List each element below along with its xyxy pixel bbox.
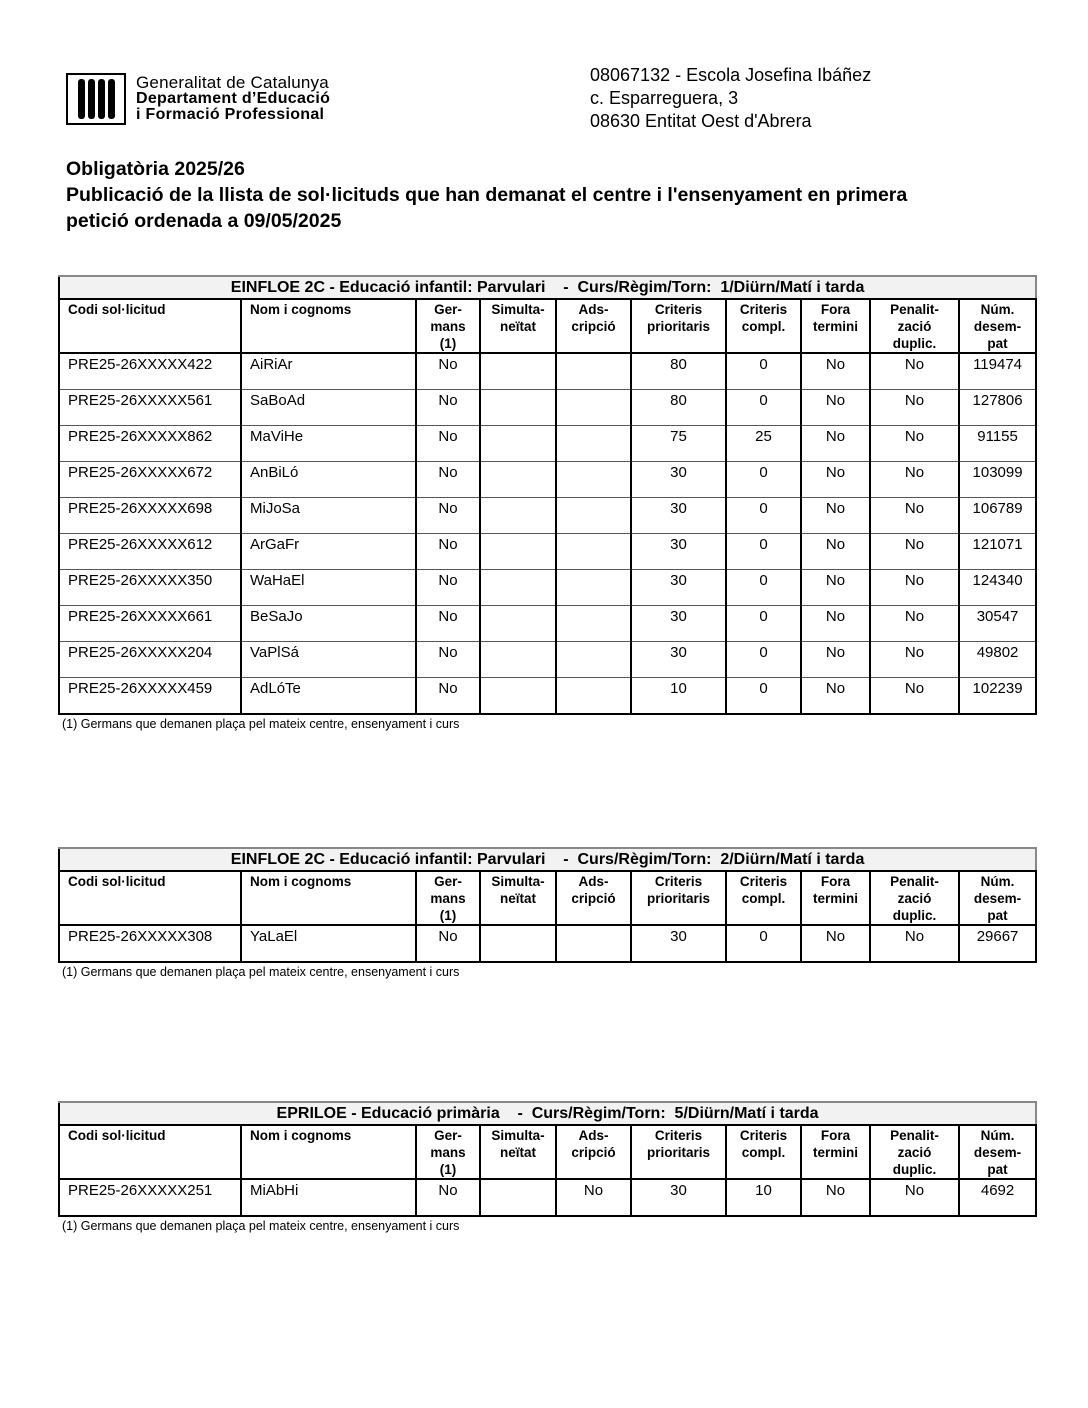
table-caption: EINFLOE 2C - Educació infantil: Parvulari - Curs/Règim/Torn: 1/Diürn/Matí i tarda (59, 276, 1036, 299)
cell-fora-termini: No (801, 642, 870, 678)
cell-adscripcio (556, 426, 631, 462)
cell-penalitzacio: No (870, 498, 959, 534)
column-header-nom: Nom i cognoms (241, 299, 416, 353)
school-city: 08630 Entitat Oest d'Abrera (590, 111, 812, 131)
column-header-penalitzacio: Penalit- zació duplic. (870, 1125, 959, 1179)
column-header-num-desempat: Núm. desem- pat (959, 871, 1036, 925)
cell-num-desempat: 119474 (959, 353, 1036, 390)
cell-criteris-prioritaris: 75 (631, 426, 726, 462)
cell-germans: No (416, 642, 480, 678)
cell-simultaneitat (480, 606, 556, 642)
logo-line-2: Departament d’Educació (136, 90, 331, 107)
column-header-adscripcio: Ads- cripció (556, 1125, 631, 1179)
title-line-1: Obligatòria 2025/26 (66, 158, 245, 180)
table-section-2 (58, 847, 1035, 979)
cell-num-desempat: 121071 (959, 534, 1036, 570)
cell-penalitzacio: No (870, 534, 959, 570)
column-header-criteris-prioritaris: Criteris prioritaris (631, 871, 726, 925)
footnote: (1) Germans que demanen plaça pel mateix centre, ensenyament i curs (62, 965, 460, 979)
column-header-simultaneitat: Simulta- neïtat (480, 299, 556, 353)
cell-criteris-prioritaris: 30 (631, 642, 726, 678)
cell-germans: No (416, 426, 480, 462)
cell-nom: AdLóTe (241, 678, 416, 715)
cell-criteris-compl: 0 (726, 390, 801, 426)
title-line-2: Publicació de la llista de sol·licituds que han demanat el centre i l'ensenyament en primera (66, 184, 908, 206)
cell-codi: PRE25-26XXXXX422 (59, 353, 241, 390)
column-header-nom: Nom i cognoms (241, 1125, 416, 1179)
column-header-fora-termini: Fora termini (801, 1125, 870, 1179)
cell-criteris-compl: 0 (726, 925, 801, 962)
cell-criteris-prioritaris: 30 (631, 570, 726, 606)
cell-nom: YaLaEl (241, 925, 416, 962)
cell-fora-termini: No (801, 426, 870, 462)
cell-criteris-prioritaris: 10 (631, 678, 726, 715)
column-header-codi: Codi sol·licitud (59, 299, 241, 353)
table-header-row (59, 299, 1036, 353)
cell-germans: No (416, 570, 480, 606)
column-header-penalitzacio: Penalit- zació duplic. (870, 299, 959, 353)
cell-penalitzacio: No (870, 462, 959, 498)
column-header-fora-termini: Fora termini (801, 299, 870, 353)
table-caption: EINFLOE 2C - Educació infantil: Parvulari - Curs/Règim/Torn: 2/Diürn/Matí i tarda (59, 848, 1036, 871)
cell-fora-termini: No (801, 462, 870, 498)
cell-adscripcio (556, 642, 631, 678)
logo-line-1: Generalitat de Catalunya (136, 73, 329, 92)
cell-codi: PRE25-26XXXXX661 (59, 606, 241, 642)
column-header-num-desempat: Núm. desem- pat (959, 299, 1036, 353)
cell-nom: BeSaJo (241, 606, 416, 642)
cell-simultaneitat (480, 353, 556, 390)
column-header-criteris-compl: Criteris compl. (726, 299, 801, 353)
cell-criteris-compl: 0 (726, 353, 801, 390)
cell-germans: No (416, 353, 480, 390)
cell-germans: No (416, 925, 480, 962)
column-header-penalitzacio: Penalit- zació duplic. (870, 871, 959, 925)
cell-adscripcio (556, 925, 631, 962)
cell-germans: No (416, 390, 480, 426)
column-header-fora-termini: Fora termini (801, 871, 870, 925)
cell-adscripcio (556, 570, 631, 606)
cell-num-desempat: 91155 (959, 426, 1036, 462)
cell-num-desempat: 106789 (959, 498, 1036, 534)
cell-nom: SaBoAd (241, 390, 416, 426)
cell-germans: No (416, 678, 480, 715)
school-address: c. Esparreguera, 3 (590, 88, 739, 108)
cell-criteris-prioritaris: 80 (631, 390, 726, 426)
cell-germans: No (416, 498, 480, 534)
table-row (59, 353, 1036, 390)
cell-nom: ArGaFr (241, 534, 416, 570)
cell-fora-termini: No (801, 1179, 870, 1216)
cell-adscripcio (556, 390, 631, 426)
column-header-num-desempat: Núm. desem- pat (959, 1125, 1036, 1179)
cell-penalitzacio: No (870, 678, 959, 715)
cell-num-desempat: 124340 (959, 570, 1036, 606)
school-info (590, 64, 871, 133)
cell-num-desempat: 103099 (959, 462, 1036, 498)
column-header-germans: Ger- mans (1) (416, 1125, 480, 1179)
column-header-codi: Codi sol·licitud (59, 1125, 241, 1179)
cell-adscripcio: No (556, 1179, 631, 1216)
cell-criteris-compl: 0 (726, 606, 801, 642)
cell-criteris-compl: 0 (726, 534, 801, 570)
column-header-nom: Nom i cognoms (241, 871, 416, 925)
cell-penalitzacio: No (870, 925, 959, 962)
cell-codi: PRE25-26XXXXX672 (59, 462, 241, 498)
cell-criteris-prioritaris: 30 (631, 606, 726, 642)
cell-codi: PRE25-26XXXXX561 (59, 390, 241, 426)
generalitat-logo (66, 73, 330, 125)
cell-penalitzacio: No (870, 390, 959, 426)
column-header-simultaneitat: Simulta- neïtat (480, 1125, 556, 1179)
applications-table (58, 1101, 1037, 1217)
cell-criteris-prioritaris: 30 (631, 498, 726, 534)
cell-simultaneitat (480, 678, 556, 715)
table-row (59, 498, 1036, 534)
cell-criteris-compl: 10 (726, 1179, 801, 1216)
cell-nom: WaHaEl (241, 570, 416, 606)
table-row (59, 925, 1036, 962)
cell-fora-termini: No (801, 678, 870, 715)
cell-criteris-compl: 0 (726, 498, 801, 534)
cell-codi: PRE25-26XXXXX308 (59, 925, 241, 962)
cell-codi: PRE25-26XXXXX204 (59, 642, 241, 678)
cell-simultaneitat (480, 390, 556, 426)
table-section-1 (58, 275, 1035, 731)
cell-adscripcio (556, 606, 631, 642)
table-row (59, 678, 1036, 715)
cell-penalitzacio: No (870, 1179, 959, 1216)
cell-penalitzacio: No (870, 606, 959, 642)
cell-adscripcio (556, 498, 631, 534)
cell-num-desempat: 29667 (959, 925, 1036, 962)
cell-simultaneitat (480, 534, 556, 570)
table-row (59, 606, 1036, 642)
cell-codi: PRE25-26XXXXX459 (59, 678, 241, 715)
cell-num-desempat: 4692 (959, 1179, 1036, 1216)
cell-nom: MaViHe (241, 426, 416, 462)
cell-fora-termini: No (801, 570, 870, 606)
table-row (59, 462, 1036, 498)
column-header-adscripcio: Ads- cripció (556, 871, 631, 925)
cell-penalitzacio: No (870, 426, 959, 462)
table-header-row (59, 1125, 1036, 1179)
cell-penalitzacio: No (870, 570, 959, 606)
title-line-3: petició ordenada a 09/05/2025 (66, 210, 342, 232)
cell-criteris-compl: 0 (726, 462, 801, 498)
cell-codi: PRE25-26XXXXX698 (59, 498, 241, 534)
cell-germans: No (416, 534, 480, 570)
cell-fora-termini: No (801, 534, 870, 570)
cell-adscripcio (556, 353, 631, 390)
cell-num-desempat: 127806 (959, 390, 1036, 426)
column-header-codi: Codi sol·licitud (59, 871, 241, 925)
cell-nom: MiAbHi (241, 1179, 416, 1216)
cell-codi: PRE25-26XXXXX251 (59, 1179, 241, 1216)
cell-nom: AiRiAr (241, 353, 416, 390)
cell-criteris-prioritaris: 30 (631, 925, 726, 962)
cell-codi: PRE25-26XXXXX612 (59, 534, 241, 570)
table-caption: EPRILOE - Educació primària - Curs/Règim/Torn: 5/Diürn/Matí i tarda (59, 1102, 1036, 1125)
cell-criteris-prioritaris: 30 (631, 462, 726, 498)
table-header-row (59, 871, 1036, 925)
school-name: 08067132 - Escola Josefina Ibáñez (590, 65, 872, 85)
page-title (66, 156, 1026, 234)
cell-criteris-compl: 0 (726, 642, 801, 678)
cell-codi: PRE25-26XXXXX350 (59, 570, 241, 606)
footnote: (1) Germans que demanen plaça pel mateix centre, ensenyament i curs (62, 717, 460, 731)
cell-simultaneitat (480, 462, 556, 498)
cell-nom: AnBiLó (241, 462, 416, 498)
cell-criteris-prioritaris: 30 (631, 1179, 726, 1216)
table-section-3 (58, 1101, 1035, 1233)
column-header-germans: Ger- mans (1) (416, 299, 480, 353)
cell-fora-termini: No (801, 498, 870, 534)
cell-num-desempat: 102239 (959, 678, 1036, 715)
cell-simultaneitat (480, 642, 556, 678)
column-header-simultaneitat: Simulta- neïtat (480, 871, 556, 925)
table-row (59, 426, 1036, 462)
cell-criteris-compl: 25 (726, 426, 801, 462)
cell-penalitzacio: No (870, 353, 959, 390)
cell-simultaneitat (480, 498, 556, 534)
cell-penalitzacio: No (870, 642, 959, 678)
column-header-criteris-prioritaris: Criteris prioritaris (631, 299, 726, 353)
column-header-criteris-compl: Criteris compl. (726, 871, 801, 925)
cell-nom: VaPlSá (241, 642, 416, 678)
cell-fora-termini: No (801, 390, 870, 426)
table-row (59, 390, 1036, 426)
applications-table (58, 847, 1037, 963)
cell-adscripcio (556, 534, 631, 570)
cell-simultaneitat (480, 426, 556, 462)
cell-germans: No (416, 1179, 480, 1216)
cell-criteris-compl: 0 (726, 570, 801, 606)
column-header-germans: Ger- mans (1) (416, 871, 480, 925)
table-row (59, 642, 1036, 678)
cell-fora-termini: No (801, 925, 870, 962)
cell-adscripcio (556, 462, 631, 498)
applications-table (58, 275, 1037, 715)
cell-codi: PRE25-26XXXXX862 (59, 426, 241, 462)
column-header-criteris-compl: Criteris compl. (726, 1125, 801, 1179)
table-row (59, 570, 1036, 606)
cell-germans: No (416, 462, 480, 498)
cell-num-desempat: 30547 (959, 606, 1036, 642)
cell-germans: No (416, 606, 480, 642)
column-header-adscripcio: Ads- cripció (556, 299, 631, 353)
cell-fora-termini: No (801, 606, 870, 642)
cell-adscripcio (556, 678, 631, 715)
cell-simultaneitat (480, 570, 556, 606)
cell-simultaneitat (480, 925, 556, 962)
generalitat-crest-icon (66, 73, 126, 125)
logo-line-3: i Formació Professional (136, 106, 325, 123)
footnote: (1) Germans que demanen plaça pel mateix centre, ensenyament i curs (62, 1219, 460, 1233)
cell-fora-termini: No (801, 353, 870, 390)
cell-criteris-compl: 0 (726, 678, 801, 715)
column-header-criteris-prioritaris: Criteris prioritaris (631, 1125, 726, 1179)
cell-simultaneitat (480, 1179, 556, 1216)
cell-nom: MiJoSa (241, 498, 416, 534)
table-row (59, 534, 1036, 570)
cell-criteris-prioritaris: 80 (631, 353, 726, 390)
cell-num-desempat: 49802 (959, 642, 1036, 678)
cell-criteris-prioritaris: 30 (631, 534, 726, 570)
table-row (59, 1179, 1036, 1216)
